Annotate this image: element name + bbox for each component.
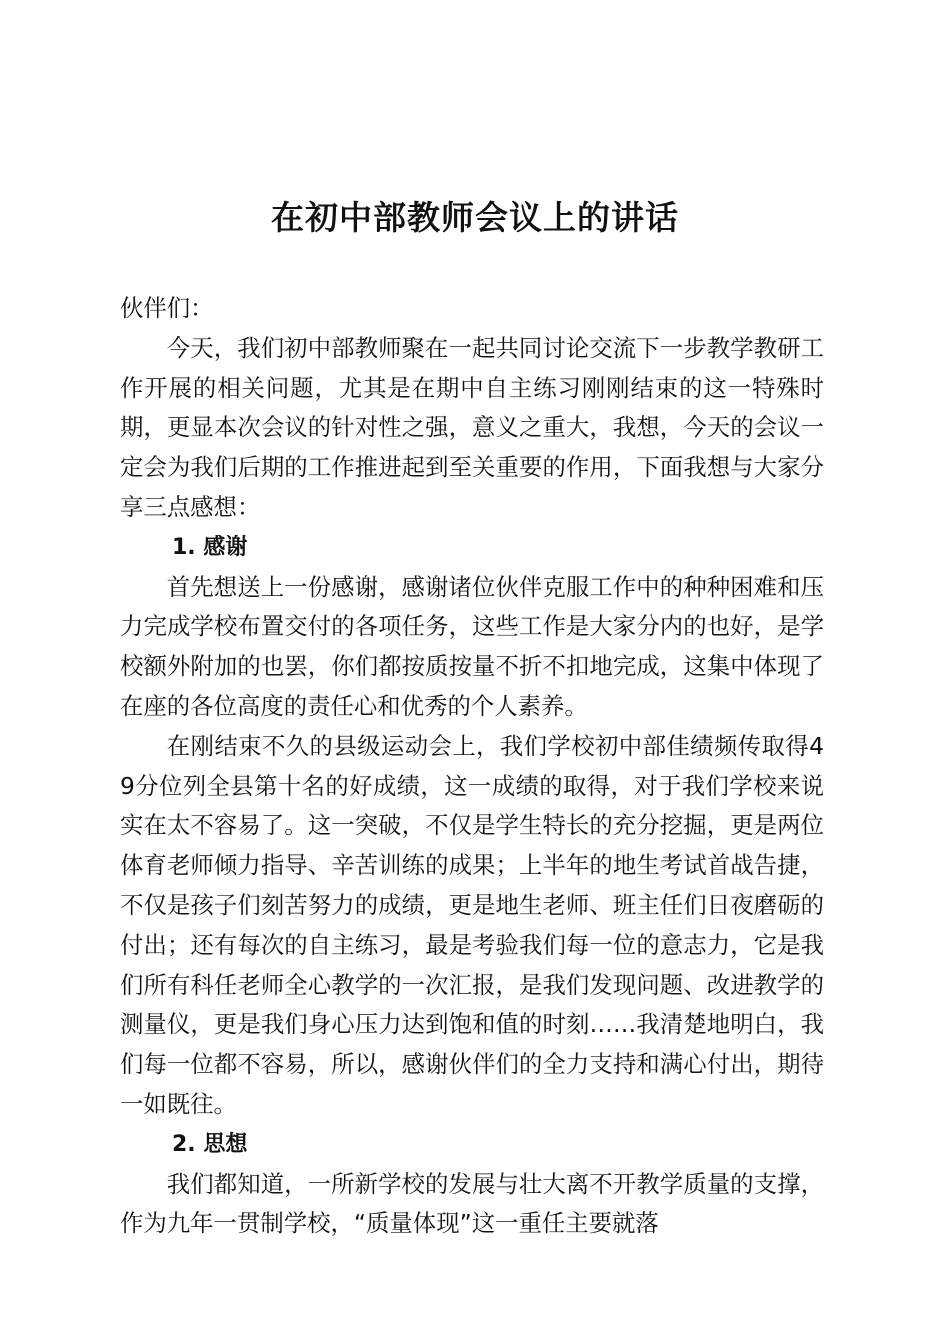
page-title: 在初中部教师会议上的讲话 [271, 198, 679, 237]
thanks-paragraph-2: 在刚结束不久的县级运动会上，我们学校初中部佳绩频传取得49分位列全县第十名的好成绩，这一成绩的取得，对于我们学校来说实在太不容易了。这一突破，不仅是学生特长的充分挖掘，更是两位体育老师倾力指导、辛苦训练的成果；上半年的地生考试首战告捷，不仅是孩子们刻苦努力的成绩，更是地生老师、班主任们日夜磨砺的付出；还有每次的自主练习，最是考验我们每一位的意志力，它是我们所有科任老师全心教学的一次汇报，是我们发现问题、改进教学的测量仪，更是我们身心压力达到饱和值的时刻……我清楚地明白，我们每一位都不容易，所以，感谢伙伴们的全力支持和满心付出，期待一如既往。 [120, 731, 824, 1118]
thanks-paragraph-1: 首先想送上一份感谢，感谢诸位伙伴克服工作中的种种困难和压力完成学校布置交付的各项任务，这些工作是大家分内的也好，是学校额外附加的也罢，你们都按质按量不折不扣地完成，这集中体现了在座的各位高度的责任心和优秀的个人素养。 [120, 572, 824, 720]
thoughts-paragraph-1: 我们都知道，一所新学校的发展与壮大离不开教学质量的支撑，作为九年一贯制学校，“质量体现”这一重任主要就落 [120, 1169, 824, 1238]
salutation: 伙伴们： [120, 294, 214, 322]
intro-paragraph: 今天，我们初中部教师聚在一起共同讨论交流下一步教学教研工作开展的相关问题，尤其是在期中自主练习刚刚结束的这一特殊时期，更显本次会议的针对性之强，意义之重大，我想，今天的会议一定会为我们后期的工作推进起到至关重要的作用，下面我想与大家分享三点感想： [120, 333, 824, 521]
document-body [120, 289, 824, 1244]
section-heading-thoughts: 2. 思想 [172, 1131, 248, 1157]
section-heading-thanks: 1. 感谢 [172, 534, 248, 560]
